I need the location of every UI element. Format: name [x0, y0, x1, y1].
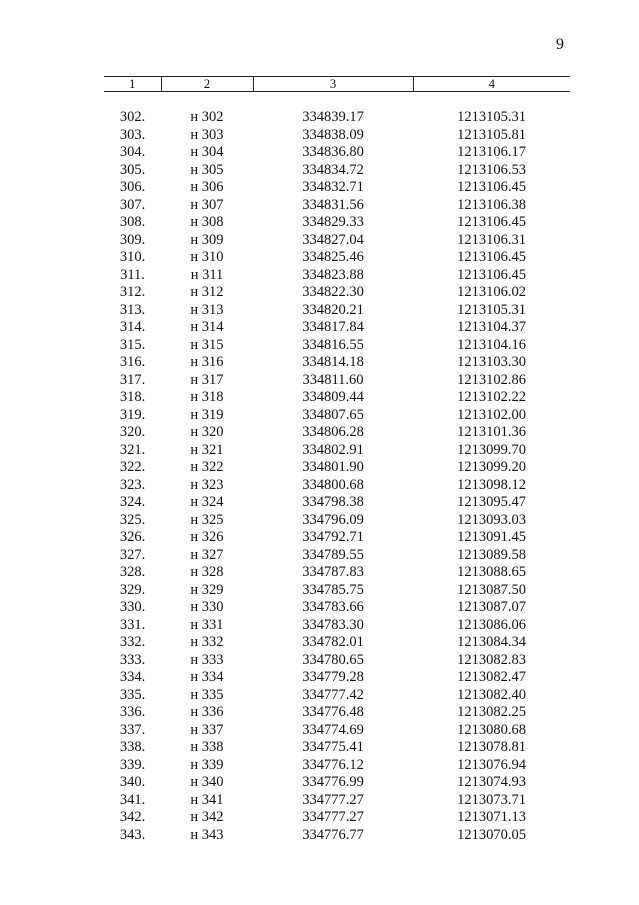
coordinate-y-cell: 1213084.34: [457, 634, 526, 650]
point-name-cell: н 323: [190, 476, 224, 493]
table-row: [104, 354, 570, 372]
table-row: [104, 529, 570, 547]
point-name-cell: н 304: [190, 144, 224, 160]
coordinate-y-cell: 1213089.58: [457, 546, 526, 563]
coordinate-y-cell: 1213087.50: [457, 581, 526, 598]
point-name-cell: н 312: [190, 284, 224, 300]
coordinate-x-cell: 334800.68: [302, 476, 364, 493]
coordinate-x-cell: 334777.27: [302, 791, 364, 808]
row-number-cell: 326.: [119, 529, 146, 545]
point-name-cell: н 315: [190, 336, 224, 353]
coordinate-y-cell: 1213082.40: [457, 686, 526, 703]
row-number-cell: 317.: [119, 371, 146, 388]
coordinate-x-cell: 334782.01: [302, 634, 364, 650]
coordinate-y-cell: 1213106.31: [457, 231, 526, 248]
point-name-cell: н 339: [190, 756, 224, 773]
coordinate-y-cell: 1213106.45: [457, 179, 526, 195]
coordinate-x-cell: 334816.55: [302, 336, 364, 353]
coordinate-x-cell: 334783.30: [302, 616, 364, 633]
row-number-cell: 322.: [119, 459, 146, 475]
coordinate-y-cell: 1213087.07: [457, 599, 526, 615]
coordinate-x-cell: 334779.28: [302, 669, 364, 685]
point-name-cell: н 326: [190, 529, 224, 545]
coordinate-y-cell: 1213105.31: [457, 301, 526, 318]
coordinate-x-cell: 334780.65: [302, 651, 364, 668]
coordinate-x-cell: 334806.28: [302, 424, 364, 440]
coordinate-y-cell: 1213104.37: [457, 319, 526, 335]
point-name-cell: н 338: [190, 739, 224, 755]
row-number-cell: 304.: [119, 144, 146, 160]
coordinate-x-cell: 334785.75: [302, 581, 364, 598]
point-name-cell: н 335: [190, 686, 224, 703]
table-header: [104, 77, 570, 92]
table-row: [104, 162, 570, 180]
table-row: [104, 582, 570, 600]
table-row: [104, 302, 570, 320]
row-number-cell: 330.: [119, 599, 146, 615]
header-row: [104, 77, 570, 92]
coordinate-y-cell: 1213086.06: [457, 616, 526, 633]
coordinate-x-cell: 334775.41: [302, 739, 364, 755]
row-number-cell: 327.: [119, 546, 146, 563]
table-row: [104, 249, 570, 267]
coordinate-x-cell: 334834.72: [302, 161, 364, 178]
point-name-cell: н 307: [190, 196, 224, 213]
coordinate-y-cell: 1213102.00: [457, 406, 526, 423]
point-name-cell: н 317: [190, 371, 224, 388]
coordinate-x-cell: 334776.12: [302, 756, 364, 773]
table-row: [104, 547, 570, 565]
coordinate-y-cell: 1213105.31: [457, 109, 526, 125]
coordinate-y-cell: 1213106.45: [457, 214, 526, 230]
row-number-cell: 321.: [119, 441, 146, 458]
row-number-cell: 340.: [119, 774, 146, 790]
coordinate-x-cell: 334836.80: [302, 144, 364, 160]
header-spacer: [104, 92, 570, 110]
coordinate-y-cell: 1213106.17: [457, 144, 526, 160]
coordinate-x-cell: 334811.60: [302, 371, 364, 388]
row-number-cell: 319.: [119, 406, 146, 423]
header-col-2: 2: [161, 77, 253, 92]
coordinate-y-cell: 1213102.22: [457, 389, 526, 405]
coordinate-x-cell: 334776.99: [302, 774, 364, 790]
coordinate-y-cell: 1213098.12: [457, 476, 526, 493]
coordinate-x-cell: 334774.69: [302, 721, 364, 738]
point-name-cell: н 337: [190, 721, 224, 738]
point-name-cell: н 334: [190, 669, 224, 685]
point-name-cell: н 303: [190, 126, 224, 143]
coordinates-table: [104, 76, 570, 844]
coordinate-x-cell: 334822.30: [302, 284, 364, 300]
coordinate-y-cell: 1213093.03: [457, 511, 526, 528]
row-number-cell: 337.: [119, 721, 146, 738]
coordinate-x-cell: 334801.90: [302, 459, 364, 475]
table-row: [104, 144, 570, 162]
table-row: [104, 389, 570, 407]
coordinate-x-cell: 334789.55: [302, 546, 364, 563]
point-name-cell: н 331: [190, 616, 224, 633]
table-row: [104, 197, 570, 215]
header-col-3: 3: [253, 77, 413, 92]
coordinate-x-cell: 334802.91: [302, 441, 364, 458]
coordinate-y-cell: 1213080.68: [457, 721, 526, 738]
row-number-cell: 303.: [119, 126, 146, 143]
coordinate-y-cell: 1213071.13: [457, 809, 526, 825]
table-row: [104, 319, 570, 337]
point-name-cell: н 343: [190, 826, 224, 843]
coordinate-y-cell: 1213076.94: [457, 756, 526, 773]
point-name-cell: н 310: [190, 249, 224, 265]
coordinate-y-cell: 1213105.81: [457, 126, 526, 143]
header-col-1: 1: [104, 77, 161, 92]
table-row: [104, 634, 570, 652]
coordinate-y-cell: 1213082.25: [457, 704, 526, 720]
coordinate-x-cell: 334777.42: [302, 686, 364, 703]
row-number-cell: 325.: [119, 511, 146, 528]
coordinate-y-cell: 1213078.81: [457, 739, 526, 755]
table-row: [104, 407, 570, 425]
table-row: [104, 617, 570, 635]
row-number-cell: 320.: [119, 424, 146, 440]
coordinate-x-cell: 334783.66: [302, 599, 364, 615]
table-row: [104, 494, 570, 512]
point-name-cell: н 340: [190, 774, 224, 790]
point-name-cell: н 316: [190, 354, 224, 370]
point-name-cell: н 333: [190, 651, 224, 668]
table-row: [104, 669, 570, 687]
point-name-cell: н 322: [190, 459, 224, 475]
row-number-cell: 312.: [119, 284, 146, 300]
coordinate-y-cell: 1213091.45: [457, 529, 526, 545]
table-row: [104, 372, 570, 390]
coordinate-x-cell: 334776.48: [302, 704, 364, 720]
coordinate-x-cell: 334792.71: [302, 529, 364, 545]
row-number-cell: 313.: [119, 301, 146, 318]
coordinate-y-cell: 1213106.02: [457, 284, 526, 300]
table-row: [104, 827, 570, 845]
table-row: [104, 722, 570, 740]
coordinate-y-cell: 1213099.70: [457, 441, 526, 458]
point-name-cell: н 336: [190, 704, 224, 720]
coordinate-x-cell: 334832.71: [302, 179, 364, 195]
row-number-cell: 341.: [119, 791, 146, 808]
row-number-cell: 335.: [119, 686, 146, 703]
row-number-cell: 333.: [119, 651, 146, 668]
coordinate-y-cell: 1213101.36: [457, 424, 526, 440]
row-number-cell: 308.: [119, 214, 146, 230]
table-row: [104, 599, 570, 617]
point-name-cell: н 314: [190, 319, 224, 335]
coordinate-y-cell: 1213095.47: [457, 494, 526, 510]
header-col-4: 4: [413, 77, 570, 92]
row-number-cell: 331.: [119, 616, 146, 633]
point-name-cell: н 324: [190, 494, 224, 510]
coordinate-x-cell: 334798.38: [302, 494, 364, 510]
table-row: [104, 109, 570, 127]
row-number-cell: 314.: [119, 319, 146, 335]
point-name-cell: н 305: [190, 161, 224, 178]
coordinate-x-cell: 334829.33: [302, 214, 364, 230]
coordinate-x-cell: 334831.56: [302, 196, 364, 213]
table-row: [104, 704, 570, 722]
coordinate-y-cell: 1213104.16: [457, 336, 526, 353]
coordinate-y-cell: 1213082.47: [457, 669, 526, 685]
table-row: [104, 267, 570, 285]
row-number-cell: 316.: [119, 354, 146, 370]
point-name-cell: н 328: [190, 564, 224, 580]
row-number-cell: 328.: [119, 564, 146, 580]
row-number-cell: 332.: [119, 634, 146, 650]
row-number-cell: 310.: [119, 249, 146, 265]
coordinate-y-cell: 1213073.71: [457, 791, 526, 808]
row-number-cell: 315.: [119, 336, 146, 353]
point-name-cell: н 341: [190, 791, 224, 808]
coordinate-y-cell: 1213082.83: [457, 651, 526, 668]
row-number-cell: 342.: [119, 809, 146, 825]
point-name-cell: н 302: [190, 109, 224, 125]
point-name-cell: н 318: [190, 389, 224, 405]
table-row: [104, 179, 570, 197]
table-row: [104, 424, 570, 442]
point-name-cell: н 309: [190, 231, 224, 248]
table-row: [104, 687, 570, 705]
row-number-cell: 307.: [119, 196, 146, 213]
coordinate-x-cell: 334777.27: [302, 809, 364, 825]
row-number-cell: 306.: [119, 179, 146, 195]
table-row: [104, 757, 570, 775]
point-name-cell: н 306: [190, 179, 224, 195]
row-number-cell: 305.: [119, 161, 146, 178]
row-number-cell: 323.: [119, 476, 146, 493]
table-row: [104, 127, 570, 145]
coordinate-x-cell: 334796.09: [302, 511, 364, 528]
table-row: [104, 792, 570, 810]
coordinate-x-cell: 334787.83: [302, 564, 364, 580]
table-row: [104, 337, 570, 355]
row-number-cell: 339.: [119, 756, 146, 773]
row-number-cell: 336.: [119, 704, 146, 720]
coordinate-x-cell: 334809.44: [302, 389, 364, 405]
coordinate-y-cell: 1213106.45: [457, 266, 526, 283]
table-row: [104, 477, 570, 495]
point-name-cell: н 313: [190, 301, 224, 318]
row-number-cell: 309.: [119, 231, 146, 248]
coordinate-y-cell: 1213106.38: [457, 196, 526, 213]
table-row: [104, 774, 570, 792]
point-name-cell: н 325: [190, 511, 224, 528]
row-number-cell: 338.: [119, 739, 146, 755]
coordinate-y-cell: 1213106.45: [457, 249, 526, 265]
coordinate-y-cell: 1213102.86: [457, 371, 526, 388]
table-row: [104, 512, 570, 530]
table-row: [104, 284, 570, 302]
table-row: [104, 652, 570, 670]
point-name-cell: н 342: [190, 809, 224, 825]
row-number-cell: 329.: [119, 581, 146, 598]
coordinate-y-cell: 1213074.93: [457, 774, 526, 790]
row-number-cell: 311.: [120, 266, 145, 283]
page-number: 9: [556, 36, 564, 53]
row-number-cell: 318.: [119, 389, 146, 405]
point-name-cell: н 332: [190, 634, 224, 650]
coordinate-x-cell: 334817.84: [302, 319, 364, 335]
table-row: [104, 564, 570, 582]
coordinate-y-cell: 1213106.53: [457, 161, 526, 178]
coordinate-x-cell: 334807.65: [302, 406, 364, 423]
coordinate-x-cell: 334839.17: [302, 109, 364, 125]
table-row: [104, 459, 570, 477]
row-number-cell: 302.: [119, 109, 146, 125]
row-number-cell: 334.: [119, 669, 146, 685]
coordinate-x-cell: 334827.04: [302, 231, 364, 248]
point-name-cell: н 330: [190, 599, 224, 615]
row-number-cell: 343.: [119, 826, 146, 843]
coordinate-y-cell: 1213099.20: [457, 459, 526, 475]
point-name-cell: н 319: [190, 406, 224, 423]
point-name-cell: н 327: [190, 546, 224, 563]
table-body: [104, 92, 570, 845]
point-name-cell: н 311: [190, 266, 224, 283]
table-row: [104, 809, 570, 827]
point-name-cell: н 320: [190, 424, 224, 440]
coordinate-x-cell: 334776.77: [302, 826, 364, 843]
table-row: [104, 442, 570, 460]
point-name-cell: н 329: [190, 581, 224, 598]
coordinate-x-cell: 334814.18: [302, 354, 364, 370]
point-name-cell: н 321: [190, 441, 224, 458]
coordinate-x-cell: 334825.46: [302, 249, 364, 265]
coordinate-y-cell: 1213088.65: [457, 564, 526, 580]
coordinate-x-cell: 334838.09: [302, 126, 364, 143]
coordinate-y-cell: 1213103.30: [457, 354, 526, 370]
row-number-cell: 324.: [119, 494, 146, 510]
coordinate-y-cell: 1213070.05: [457, 826, 526, 843]
table-row: [104, 739, 570, 757]
coordinate-x-cell: 334820.21: [302, 301, 364, 318]
table-row: [104, 232, 570, 250]
point-name-cell: н 308: [190, 214, 224, 230]
table-row: [104, 214, 570, 232]
coordinate-x-cell: 334823.88: [302, 266, 364, 283]
